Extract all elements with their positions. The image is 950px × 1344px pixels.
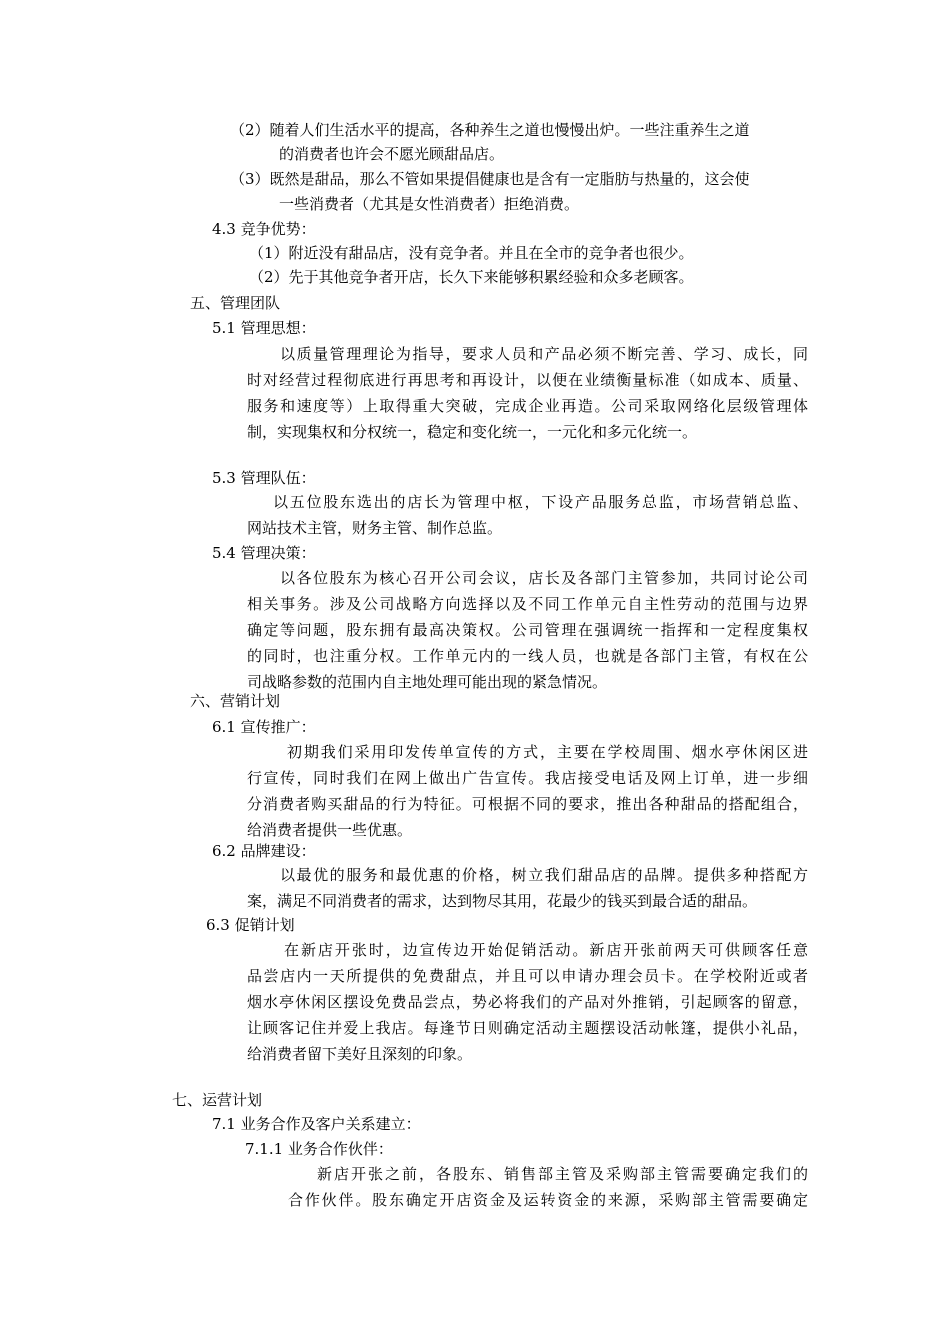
heading-5-1: 5.1 管理思想： (212, 319, 316, 337)
paragraph-5-1-line1: 以质量管理理论为指导，要求人员和产品必须不断完善、学习、成长，同 (280, 345, 808, 363)
heading-7-1: 7.1 业务合作及客户关系建立： (212, 1115, 421, 1133)
paragraph-5-1-line3: 服务和速度等）上取得重大突破，完成企业再造。公司采取网络化层级管理体 (247, 397, 808, 415)
list-item-4-2-2-line2: 的消费者也许会不愿光顾甜品店。 (279, 145, 505, 163)
list-item-4-2-3-line2: 一些消费者（尤其是女性消费者）拒绝消费。 (279, 195, 580, 213)
paragraph-5-4-line3: 确定等问题，股东拥有最高决策权。公司管理在强调统一指挥和一定程度集权 (247, 621, 808, 639)
list-item-4-2-2-line1: （2）随着人们生活水平的提高，各种养生之道也慢慢出炉。一些注重养生之道 (230, 121, 750, 139)
list-item-4-3-2: （2）先于其他竞争者开店，长久下来能够积累经验和众多老顾客。 (249, 268, 694, 286)
paragraph-5-4 (247, 565, 808, 695)
paragraph-5-3-line1: 以五位股东选出的店长为管理中枢，下设产品服务总监，市场营销总监、 (273, 493, 808, 511)
paragraph-5-3-line2: 网站技术主管，财务主管、制作总监。 (247, 519, 503, 537)
paragraph-6-3-line5: 给消费者留下美好且深刻的印象。 (247, 1045, 473, 1063)
paragraph-6-3-line3: 烟水亭休闲区摆设免费品尝点，势必将我们的产品对外推销，引起顾客的留意， (247, 993, 808, 1011)
list-item-4-2-3-line1: （3）既然是甜品，那么不管如果提倡健康也是含有一定脂肪与热量的，这会使 (230, 170, 750, 188)
paragraph-5-3 (247, 489, 808, 541)
paragraph-5-4-line5: 司战略参数的范围内自主地处理可能出现的紧急情况。 (247, 673, 608, 691)
section-heading-7: 七、运营计划 (172, 1091, 263, 1109)
heading-6-2: 6.2 品牌建设： (212, 842, 316, 860)
paragraph-7-1-1-line1: 新店开张之前，各股东、销售部主管及采购部主管需要确定我们的 (317, 1165, 808, 1183)
paragraph-7-1-1-line2: 合作伙伴。股东确定开店资金及运转资金的来源，采购部主管需要确定 (288, 1191, 808, 1209)
heading-6-3: 6.3 促销计划 (206, 916, 295, 934)
paragraph-5-4-line1: 以各位股东为核心召开公司会议，店长及各部门主管参加，共同讨论公司 (280, 569, 808, 587)
paragraph-6-3 (247, 937, 808, 1067)
paragraph-7-1-1 (288, 1161, 808, 1213)
heading-5-3: 5.3 管理队伍： (212, 469, 316, 487)
paragraph-6-2-line1: 以最优的服务和最优惠的价格，树立我们甜品店的品牌。提供多种搭配方 (280, 866, 808, 884)
section-heading-6: 六、营销计划 (190, 692, 281, 710)
heading-7-1-1: 7.1.1 业务合作伙伴： (245, 1140, 393, 1158)
paragraph-6-1-line1: 初期我们采用印发传单宣传的方式，主要在学校周围、烟水亭休闲区进 (287, 743, 808, 761)
section-heading-5: 五、管理团队 (190, 294, 281, 312)
paragraph-5-4-line4: 的同时，也注重分权。工作单元内的一线人员，也就是各部门主管，有权在公 (247, 647, 808, 665)
paragraph-5-1 (247, 341, 808, 445)
heading-6-1: 6.1 宣传推广： (212, 718, 316, 736)
paragraph-6-3-line4: 让顾客记住并爱上我店。每逢节日则确定活动主题摆设活动帐篷，提供小礼品， (247, 1019, 808, 1037)
paragraph-5-1-line4: 制，实现集权和分权统一，稳定和变化统一，一元化和多元化统一。 (247, 423, 698, 441)
paragraph-5-1-line2: 时对经营过程彻底进行再思考和再设计，以便在业绩衡量标准（如成本、质量、 (247, 371, 808, 389)
paragraph-6-2-line2: 案，满足不同消费者的需求，达到物尽其用，花最少的钱买到最合适的甜品。 (247, 892, 758, 910)
paragraph-6-1-line2: 行宣传，同时我们在网上做出广告宣传。我店接受电话及网上订单，进一步细 (247, 769, 808, 787)
paragraph-6-1-line3: 分消费者购买甜品的行为特征。可根据不同的要求，推出各种甜品的搭配组合， (247, 795, 808, 813)
list-item-4-3-1: （1）附近没有甜品店，没有竞争者。并且在全市的竞争者也很少。 (249, 244, 694, 262)
heading-5-4: 5.4 管理决策： (212, 544, 316, 562)
paragraph-6-3-line1: 在新店开张时，边宣传边开始促销活动。新店开张前两天可供顾客任意 (284, 941, 808, 959)
paragraph-6-1-line4: 给消费者提供一些优惠。 (247, 821, 413, 839)
heading-4-3: 4.3 竞争优势： (212, 220, 316, 238)
paragraph-6-1 (247, 739, 808, 843)
paragraph-6-3-line2: 品尝店内一天所提供的免费甜点，并且可以申请办理会员卡。在学校附近或者 (247, 967, 808, 985)
paragraph-5-4-line2: 相关事务。涉及公司战略方向选择以及不同工作单元自主性劳动的范围与边界 (247, 595, 808, 613)
paragraph-6-2 (247, 862, 808, 914)
